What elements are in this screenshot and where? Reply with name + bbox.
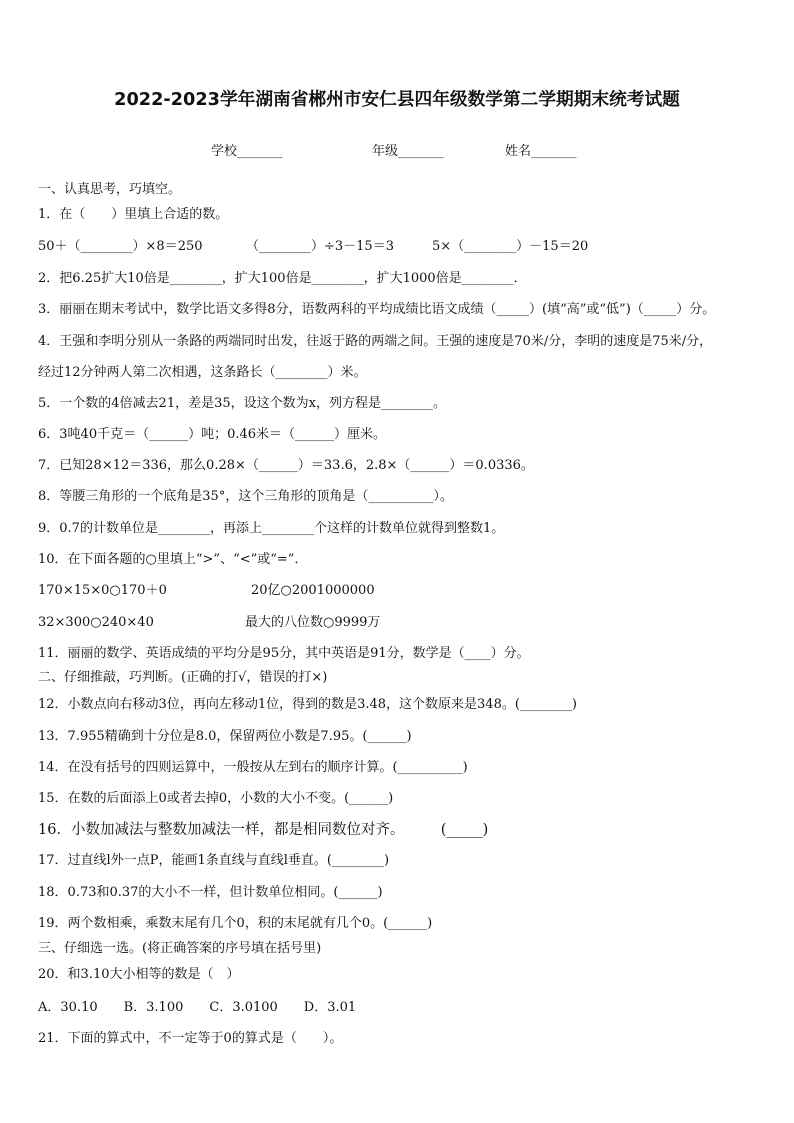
question-2: 2．把6.25扩大10倍是________，扩大100倍是________，扩大1000倍是________． [38, 271, 527, 286]
question-19: 19．两个数相乘，乘数末尾有几个0，积的末尾就有几个0。(______) [38, 916, 433, 931]
question-4-line-1: 4．王强和李明分别从一条路的两端同时出发，往返于路的两端之间。王强的速度是70米/分，李明的速度是75米/分， [38, 334, 713, 349]
question-4-line-2: 经过12分钟两人第二次相遇，这条路长（________）米。 [38, 365, 367, 380]
question-21: 21．下面的算式中，不一定等于0的算式是（ ）。 [38, 1031, 343, 1046]
name-field: 姓名_______ [505, 144, 577, 159]
question-1-item-a: 50＋（________）×8＝250 [38, 239, 203, 254]
question-1-item-c: 5×（________）－15＝20 [432, 239, 589, 254]
section-3-heading: 三、仔细选一选。(将正确答案的序号填在括号里) [38, 941, 322, 956]
section-2-heading: 二、仔细推敲，巧判断。(正确的打√，错误的打×) [38, 670, 328, 685]
question-10-item-c: 32×300○240×40 [38, 615, 154, 630]
school-field: 学校_______ [211, 144, 283, 159]
question-14: 14．在没有括号的四则运算中，一般按从左到右的顺序计算。(__________) [38, 760, 468, 775]
question-20: 20．和3.10大小相等的数是（ ） [38, 967, 240, 982]
grade-field: 年级_______ [372, 144, 444, 159]
question-15: 15．在数的后面添上0或者去掉0，小数的大小不变。(______) [38, 791, 394, 806]
question-18: 18．0.73和0.37的大小不一样，但计数单位相同。(______) [38, 885, 383, 900]
question-1: 1．在（ ）里填上合适的数。 [38, 207, 229, 222]
question-9: 9．0.7的计数单位是________，再添上________个这样的计数单位就得到整数1。 [38, 521, 505, 536]
question-17: 17．过直线l外一点P，能画1条直线与直线l垂直。(________) [38, 853, 390, 868]
section-1-heading: 一、认真思考，巧填空。 [38, 182, 182, 197]
exam-title: 2022-2023学年湖南省郴州市安仁县四年级数学第二学期期末统考试题 [114, 90, 680, 110]
question-8: 8．等腰三角形的一个底角是35°，这个三角形的顶角是（__________）。 [38, 489, 453, 504]
question-7: 7．已知28×12＝336，那么0.28×（______）＝33.6，2.8×（______）＝0.0336。 [38, 458, 534, 473]
question-10: 10．在下面各题的○里填上“>”、“<”或“=”． [38, 552, 308, 567]
question-20-options: A．30.10 B．3.100 C．3.0100 D．3.01 [38, 1000, 357, 1015]
question-16: 16．小数加减法与整数加减法一样，都是相同数位对齐。 (_____) [38, 822, 489, 838]
question-10-item-d: 最大的八位数○9999万 [245, 615, 381, 630]
question-11: 11．丽丽的数学、英语成绩的平均分是95分，其中英语是91分，数学是（____）分。 [38, 646, 530, 661]
question-3: 3．丽丽在期末考试中，数学比语文多得8分，语数两科的平均成绩比语文成绩（_____）(填“高”或“低”)（_____）分。 [38, 302, 716, 317]
question-10-item-b: 20亿○2001000000 [251, 583, 375, 598]
question-1-item-b: （________）÷3－15＝3 [246, 239, 394, 254]
question-13: 13．7.955精确到十分位是8.0，保留两位小数是7.95。(______) [38, 729, 412, 744]
question-6: 6．3吨40千克＝（______）吨；0.46米＝（______）厘米。 [38, 427, 387, 442]
question-10-item-a: 170×15×0○170＋0 [38, 583, 167, 598]
question-12: 12．小数点向右移动3位，再向左移动1位，得到的数是3.48，这个数原来是348。(________) [38, 697, 577, 712]
question-5: 5．一个数的4倍减去21，差是35，设这个数为x，列方程是________。 [38, 396, 446, 411]
